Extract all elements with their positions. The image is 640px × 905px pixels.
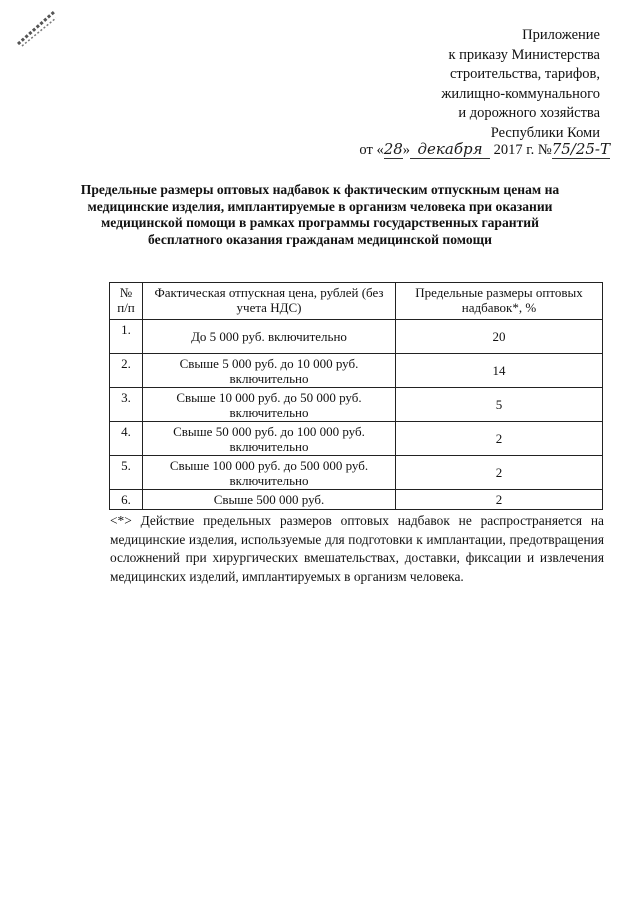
row-price: Свыше 10 000 руб. до 50 000 руб. включительно (143, 388, 396, 422)
stamp-mark (14, 8, 58, 48)
appendix-line: Приложение (522, 27, 600, 43)
row-markup: 2 (396, 422, 603, 456)
header-num: № п/п (110, 283, 143, 320)
table-row (110, 354, 603, 388)
row-num: 1. (110, 320, 143, 354)
document-title: Предельные размеры оптовых надбавок к фактическим отпускным ценам на медицинские изделия, имплантируемые в организм человека при оказании медицинской помощи в рамках программы государственных гарантий бесплатного оказания гражданам медицинской помощи (80, 182, 560, 247)
row-price: До 5 000 руб. включительно (143, 320, 396, 354)
row-markup: 2 (396, 456, 603, 490)
row-num: 4. (110, 422, 143, 456)
appendix-line: жилищно-коммунального (441, 85, 600, 102)
order-prefix: от (359, 142, 373, 158)
open-quote: « (376, 142, 384, 158)
row-price: Свыше 50 000 руб. до 100 000 руб. включительно (143, 422, 396, 456)
row-markup: 5 (396, 388, 603, 422)
table-row (110, 388, 603, 422)
header-price: Фактическая отпускная цена, рублей (без учета НДС) (143, 283, 396, 320)
table-row (110, 490, 603, 510)
order-month: декабря (410, 140, 490, 159)
row-price: Свыше 5 000 руб. до 10 000 руб. включительно (143, 354, 396, 388)
row-num: 6. (110, 490, 143, 510)
markup-table (109, 282, 603, 510)
footnote: <*> Действие предельных размеров оптовых надбавок не распространяется на медицинские изделия, используемые для подготовки к имплантации, предотвращения осложнений при хирургических вмешательствах, доставки, фиксации и извлечения медицинских изделий, имплантируемых в организм человека. (110, 513, 604, 584)
table-row (110, 422, 603, 456)
appendix-header (340, 26, 600, 143)
row-markup: 14 (396, 354, 603, 388)
row-price: Свыше 500 000 руб. (143, 490, 396, 510)
table-row (110, 456, 603, 490)
row-price: Свыше 100 000 руб. до 500 000 руб. включительно (143, 456, 396, 490)
order-date-number (359, 138, 610, 162)
appendix-line: и дорожного хозяйства (458, 105, 600, 121)
appendix-line: к приказу Министерства (448, 46, 600, 63)
row-markup: 20 (396, 320, 603, 354)
appendix-line: Республики Коми (490, 124, 600, 141)
table-header-row (110, 283, 603, 320)
header-markup: Предельные размеры оптовых надбавок*, % (396, 283, 603, 320)
order-day: 28 (383, 140, 403, 158)
row-markup: 2 (396, 490, 603, 510)
close-quote: » (402, 142, 411, 158)
number-sign: № (537, 142, 552, 158)
row-num: 3. (110, 388, 143, 422)
order-year: 2017 г. (493, 142, 535, 158)
row-num: 5. (110, 456, 143, 490)
order-number: 75/25-Т (551, 140, 610, 158)
table-row (110, 320, 603, 354)
row-num: 2. (110, 354, 143, 388)
appendix-line: строительства, тарифов, (449, 66, 600, 82)
